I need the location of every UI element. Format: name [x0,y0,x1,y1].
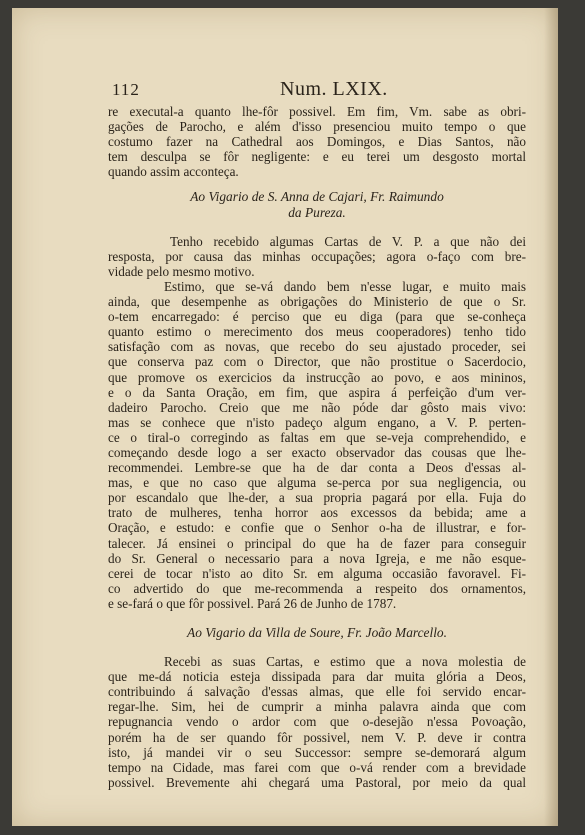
text-line: vidade pelo mesmo motivo. [108,263,255,279]
text-line: re executal-a quanto lhe-fôr possivel. Em fim, Vm. sabe as obri- [108,104,526,119]
book-page [12,8,558,826]
text-line: trato de mulheres, tenha horror aos excessos da bebida; ame a [108,505,526,521]
text-line: ce o tiral-o corregindo as faltas em que se-veja comprehendido, e [108,429,526,445]
text-line: repugnancia vendo o ardor com que o-desejão n'essa Povoação, [108,714,526,730]
text-line: mas se conhece que n'isto padeço algum engano, a V. P. perten- [108,414,526,430]
text-line: regar-lhe. Sim, hei de cumprir a minha palavra ainda que com [108,699,526,715]
text-line: resposta, por causa das minhas occupações; agora o-faço com bre- [108,248,526,264]
text-line: Estimo, que se-vá dando bem n'esse lugar, e muito mais [164,278,526,294]
text-line: gações de Parocho, e além d'isso presenciou muito tempo o que [108,119,526,135]
text-line: do Sr. General o necessario para a nova Igreja, e me não esque- [108,550,526,566]
text-line: por escandalo que lhe-der, a sua propria pagará por ella. Fuja do [108,490,526,506]
text-line: o-tem encarregado: é perciso que eu diga (para que se-conheça [108,309,526,325]
text-line: co advertido do que me-recommenda a respeito dos ornamentos, [108,580,526,596]
paragraph-4 [108,654,526,790]
text-line: satisfação com as novas, que recebo do seu ajustado proceder, sei [108,339,526,355]
text-line: Recebi as suas Cartas, e estimo que a nova molestia de [164,654,526,670]
text-line: e o da Santa Oração, em fim, que aspira á perfeição d'um ver- [108,384,526,400]
text-line: mas, e que no caso que alguma se-perca por sua negligencia, ou [108,475,526,491]
text-line: que promove os exercicios da instrucção ao povo, e aos mininos, [108,369,526,385]
text-line: porém ha de ser quando fôr possivel, nem V. P. deve ir contra [108,729,526,745]
page-number: 112 [112,80,140,99]
heading-line: da Pureza. [288,204,346,220]
text-line: tem desculpa se fôr negligente: e eu terei um desgosto mortal [108,149,526,165]
text-line: dadeiro Parocho. Creio que me não póde dar gôsto mais vivo: [108,399,526,415]
text-line: tempo na Cidade, mas farei com que o-vá render com a brevidade [108,759,526,775]
page-header [112,80,532,104]
paragraph-3 [108,279,526,611]
page-edge-shadow [544,8,558,826]
text-line: cerei de tocar n'isto ao dito Sr. em alguma occasião favoravel. Fi- [108,565,526,581]
text-line: que me-dá noticia esteja dissipada para dar muita glória a Deos, [108,669,526,685]
text-line: Tenho recebido algumas Cartas de V. P. a que não dei [170,233,526,249]
text-line: quanto estimo o merecimento dos meus cooperadores) tenho tido [108,324,526,340]
text-line: ainda, que desempenhe as obrigações do Ministerio de que o Sr. [108,294,526,310]
body-text [108,104,526,790]
text-line: recommendei. Lembre-se que ha de dar conta a Deos d'essas al- [108,460,526,476]
letter-heading-2 [108,625,526,640]
heading-line: Ao Vigario da Villa de Soure, Fr. João Marcello. [187,625,447,640]
text-line: que conserva paz com o Director, que não prostitue o Sacerdocio, [108,354,526,370]
heading-line: Ao Vigario de S. Anna de Cajari, Fr. Raimundo [190,189,444,205]
text-line: Oração, e estudo: e confie que o Senhor o-ha de illustrar, e for- [108,520,526,536]
running-title: Num. LXIX. [280,78,388,100]
text-line: começando desde logo a ser exacto observador das cousas que lhe- [108,444,526,460]
text-line: quando assim acconteça. [108,164,239,180]
letter-heading-1 [108,189,526,219]
text-line: e se-fará o que fôr possivel. Pará 26 de Junho de 1787. [108,595,397,611]
text-line: contribuindo á salvação d'essas almas, que elle foi servido encar- [108,684,526,700]
text-line: possivel. Brevemente ahi chegará uma Pastoral, por meio da qual [108,774,526,790]
paragraph-1 [108,104,526,179]
text-line: costumo fazer na Cathedral aos Domingos, e Dias Santos, não [108,134,526,150]
text-line: talecer. Já ensinei o principal do que ha de fazer para conseguir [108,535,526,551]
paragraph-2 [108,234,526,279]
text-line: isto, já mandei vir o seu Successor: sempre se-demorará algum [108,744,526,760]
